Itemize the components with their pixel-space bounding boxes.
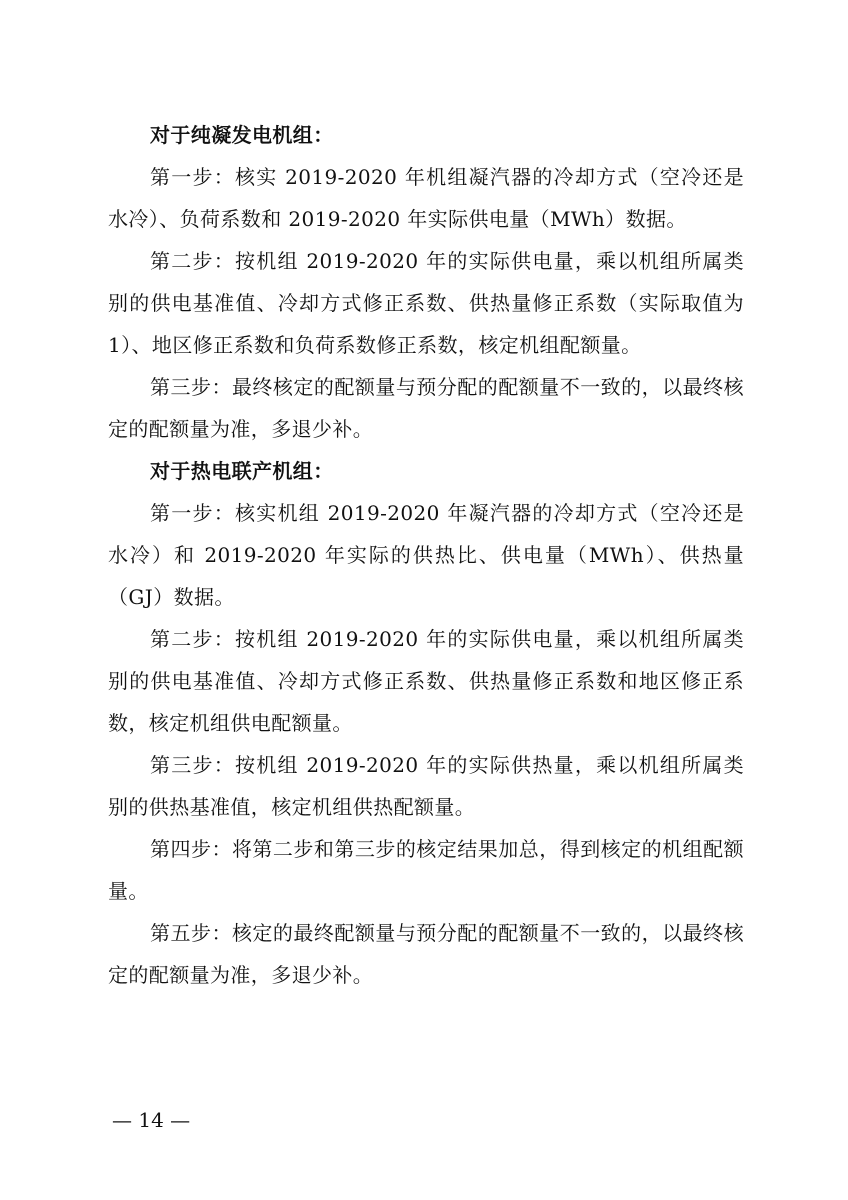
section-heading-cogeneration: 对于热电联产机组： [150, 459, 334, 483]
section-heading-pure-condensing: 对于纯凝发电机组： [150, 123, 334, 147]
cogeneration-step-3: 第三步：按机组 2019-2020 年的实际供热量，乘以机组所属类别的供热基准值，核定机组供热配额量。 [108, 753, 744, 819]
pure-condensing-step-3: 第三步：最终核定的配额量与预分配的配额量不一致的，以最终核定的配额量为准，多退少补。 [108, 375, 744, 441]
cogeneration-step-5: 第五步：核定的最终配额量与预分配的配额量不一致的，以最终核定的配额量为准，多退少补。 [108, 921, 744, 987]
pure-condensing-step-2: 第二步：按机组 2019-2020 年的实际供电量，乘以机组所属类别的供电基准值、冷却方式修正系数、供热量修正系数（实际取值为 1）、地区修正系数和负荷系数修正系数，核定机组配额量。 [108, 249, 744, 357]
cogeneration-step-4: 第四步：将第二步和第三步的核定结果加总，得到核定的机组配额量。 [108, 837, 744, 903]
document-body [108, 114, 744, 996]
cogeneration-step-1: 第一步：核实机组 2019-2020 年凝汽器的冷却方式（空冷还是水冷）和 2019-2020 年实际的供热比、供电量（MWh）、供热量（GJ）数据。 [108, 501, 744, 609]
cogeneration-step-2: 第二步：按机组 2019-2020 年的实际供电量，乘以机组所属类别的供电基准值、冷却方式修正系数、供热量修正系数和地区修正系数，核定机组供电配额量。 [108, 627, 744, 735]
page-number: — 14 — [112, 1108, 191, 1132]
pure-condensing-step-1: 第一步：核实 2019-2020 年机组凝汽器的冷却方式（空冷还是水冷）、负荷系数和 2019-2020 年实际供电量（MWh）数据。 [108, 165, 744, 231]
